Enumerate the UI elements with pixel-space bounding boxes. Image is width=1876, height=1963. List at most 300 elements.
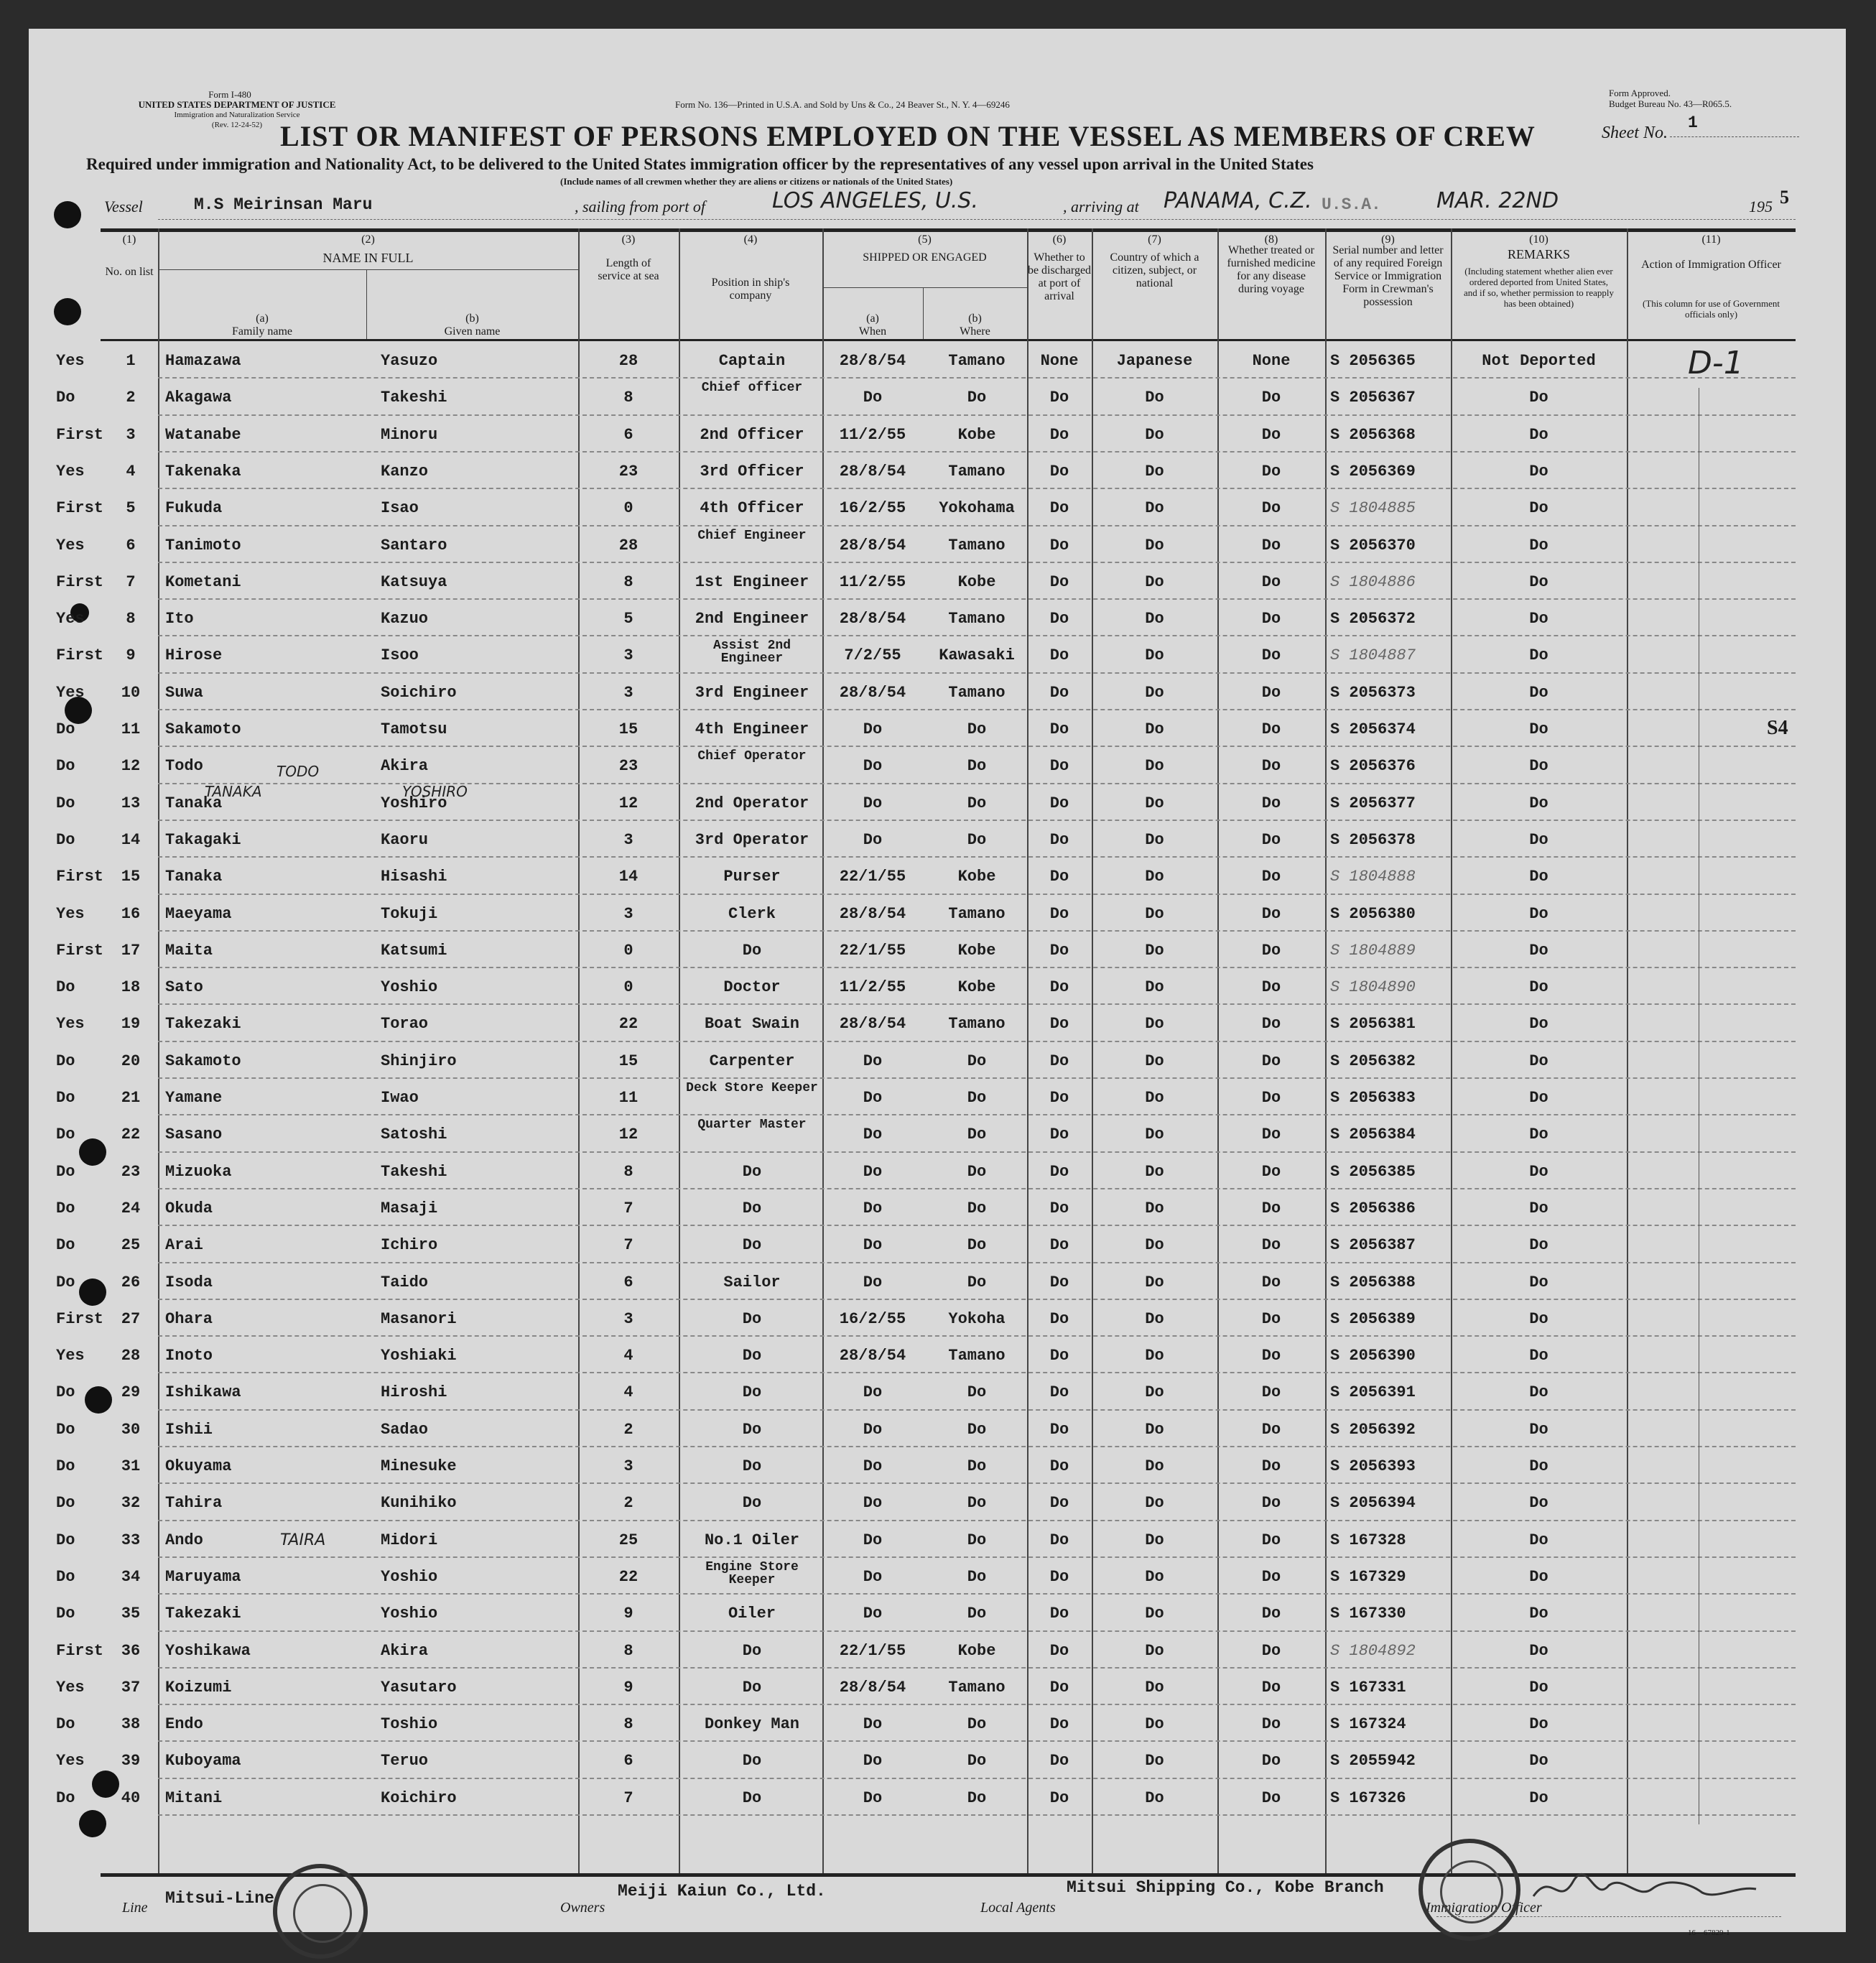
row-length: 28 xyxy=(618,352,639,370)
row-remarks: Do xyxy=(1529,1273,1548,1291)
row-serial: S 167330 xyxy=(1330,1605,1406,1623)
row-country: Do xyxy=(1145,720,1164,738)
row-treated: Do xyxy=(1261,1531,1281,1549)
row-mark: First xyxy=(56,941,104,960)
row-length: 3 xyxy=(623,1309,633,1328)
row-length: 3 xyxy=(623,1457,633,1475)
header-family-name: (a) Family name xyxy=(232,312,292,338)
row-number: 27 xyxy=(121,1309,141,1328)
row-when: 28/8/54 xyxy=(839,610,906,628)
row-treated: Do xyxy=(1261,1089,1281,1107)
header-serial: Serial number and letter of any required Foreign Service or Immigration Form in Crewman's possession xyxy=(1332,244,1444,308)
row-serial: S 2056376 xyxy=(1330,757,1416,776)
row-where: Do xyxy=(967,1715,987,1734)
row-serial: S 2056384 xyxy=(1330,1126,1416,1144)
col-num-5: (5) xyxy=(918,233,932,246)
row-discharged: Do xyxy=(1049,572,1069,591)
row-serial: S 2056369 xyxy=(1330,462,1416,481)
row-country: Do xyxy=(1145,1605,1164,1623)
row-mark: First xyxy=(56,646,104,665)
row-number: 16 xyxy=(121,904,141,923)
row-serial: S 2056386 xyxy=(1330,1199,1416,1217)
row-family-name: Sakamoto xyxy=(165,720,241,738)
row-treated: Do xyxy=(1261,868,1281,886)
row-where: Tamano xyxy=(948,352,1006,370)
form-id: Form I-480 xyxy=(208,89,251,100)
row-treated: Do xyxy=(1261,1420,1281,1439)
row-discharged: Do xyxy=(1049,389,1069,407)
row-remarks: Do xyxy=(1529,389,1548,407)
row-when: 28/8/54 xyxy=(839,904,906,923)
row-when: Do xyxy=(863,1788,883,1807)
budget-bureau: Budget Bureau No. 43—R065.5. xyxy=(1609,98,1732,109)
row-position: Captain xyxy=(718,352,786,370)
row-position: 4th Engineer xyxy=(695,720,809,738)
row-mark: First xyxy=(56,425,104,444)
row-length: 3 xyxy=(623,646,633,665)
port-stamp-left xyxy=(273,1864,368,1959)
row-length: 22 xyxy=(618,1567,639,1586)
row-family-name: Takezaki xyxy=(165,1605,241,1623)
row-family-name: Okuda xyxy=(165,1199,213,1217)
row-discharged: Do xyxy=(1049,941,1069,960)
row-remarks: Do xyxy=(1529,1199,1548,1217)
row-serial: S 2056380 xyxy=(1330,904,1416,923)
row-length: 25 xyxy=(618,1531,639,1549)
hand-note-yoshiro: YOSHIRO xyxy=(402,783,468,800)
row-number: 25 xyxy=(121,1236,141,1255)
row-position: Do xyxy=(742,1347,762,1365)
hand-note-tanaka: TANAKA xyxy=(205,783,262,800)
row-country: Do xyxy=(1145,1199,1164,1217)
row-discharged: Do xyxy=(1049,1531,1069,1549)
row-given-name: Koichiro xyxy=(381,1788,457,1807)
row-remarks: Do xyxy=(1529,646,1548,665)
row-serial: S 2056367 xyxy=(1330,389,1416,407)
row-mark: Yes xyxy=(56,1678,85,1697)
row-when: Do xyxy=(863,1457,883,1475)
row-remarks: Do xyxy=(1529,499,1548,518)
row-number: 36 xyxy=(121,1641,141,1660)
row-length: 7 xyxy=(623,1199,633,1217)
row-treated: Do xyxy=(1261,1715,1281,1734)
row-serial: S 167329 xyxy=(1330,1567,1406,1586)
row-mark: Do xyxy=(56,720,75,738)
row-family-name: Isoda xyxy=(165,1273,213,1291)
row-discharged: Do xyxy=(1049,720,1069,738)
row-family-name: Ito xyxy=(165,610,194,628)
col-num-8: (8) xyxy=(1264,233,1278,246)
row-treated: Do xyxy=(1261,720,1281,738)
row-mark: Do xyxy=(56,1383,75,1402)
row-when: 16/2/55 xyxy=(839,499,906,518)
row-given-name: Yoshiaki xyxy=(381,1347,457,1365)
row-length: 3 xyxy=(623,830,633,849)
row-country: Do xyxy=(1145,499,1164,518)
row-when: Do xyxy=(863,1567,883,1586)
row-length: 23 xyxy=(618,462,639,481)
col-num-4: (4) xyxy=(743,233,758,246)
row-length: 9 xyxy=(623,1678,633,1697)
row-family-name: Takagaki xyxy=(165,830,241,849)
row-mark: First xyxy=(56,1309,104,1328)
col-num-7: (7) xyxy=(1148,233,1161,246)
row-mark: Do xyxy=(56,978,75,997)
row-mark: Do xyxy=(56,1126,75,1144)
row-where: Kobe xyxy=(957,868,996,886)
header-action-note: (This column for use of Government officials only) xyxy=(1643,298,1780,320)
row-discharged: Do xyxy=(1049,1715,1069,1734)
row-length: 8 xyxy=(623,572,633,591)
row-remarks: Do xyxy=(1529,1383,1548,1402)
row-when: Do xyxy=(863,1420,883,1439)
row-mark: Do xyxy=(56,1531,75,1549)
row-family-name: Yamane xyxy=(165,1089,223,1107)
row-discharged: Do xyxy=(1049,1089,1069,1107)
row-mark: Do xyxy=(56,794,75,812)
row-discharged: Do xyxy=(1049,1162,1069,1181)
row-discharged: None xyxy=(1040,352,1079,370)
row-remarks: Do xyxy=(1529,868,1548,886)
col-num-2: (2) xyxy=(361,233,375,246)
row-when: Do xyxy=(863,1531,883,1549)
row-treated: Do xyxy=(1261,572,1281,591)
row-given-name: Masaji xyxy=(381,1199,438,1217)
row-discharged: Do xyxy=(1049,1052,1069,1070)
row-mark: Yes xyxy=(56,462,85,481)
row-treated: Do xyxy=(1261,830,1281,849)
row-serial: S 2056385 xyxy=(1330,1162,1416,1181)
row-when: Do xyxy=(863,1126,883,1144)
row-length: 4 xyxy=(623,1347,633,1365)
header-position: Position in ship's company xyxy=(711,277,790,302)
row-given-name: Toraо xyxy=(381,1015,429,1034)
row-length: 28 xyxy=(618,536,639,554)
sailing-port: LOS ANGELES, U.S. xyxy=(772,188,979,213)
punch-hole-mid xyxy=(54,298,81,325)
row-number: 22 xyxy=(121,1126,141,1144)
row-family-name: Endo xyxy=(165,1715,203,1734)
row-where: Do xyxy=(967,1788,987,1807)
row-length: 8 xyxy=(623,389,633,407)
row-length: 2 xyxy=(623,1420,633,1439)
row-family-name: Takezaki xyxy=(165,1015,241,1034)
row-where: Do xyxy=(967,1273,987,1291)
row-when: Do xyxy=(863,1752,883,1771)
row-remarks: Do xyxy=(1529,610,1548,628)
row-remarks: Do xyxy=(1529,1052,1548,1070)
row-country: Do xyxy=(1145,1236,1164,1255)
row-number: 32 xyxy=(121,1494,141,1513)
row-position: Chief Operator xyxy=(697,749,807,764)
row-remarks: Do xyxy=(1529,1605,1548,1623)
row-given-name: Takeshi xyxy=(381,1162,447,1181)
row-family-name: Okuyama xyxy=(165,1457,232,1475)
row-when: 22/1/55 xyxy=(839,868,906,886)
row-where: Tamano xyxy=(948,1347,1006,1365)
row-serial: S 2056388 xyxy=(1330,1273,1416,1291)
row-treated: Do xyxy=(1261,1457,1281,1475)
row-when: Do xyxy=(863,1715,883,1734)
row-length: 9 xyxy=(623,1605,633,1623)
row-position: Do xyxy=(742,1678,762,1697)
row-country: Do xyxy=(1145,1126,1164,1144)
row-country: Do xyxy=(1145,757,1164,776)
row-number: 34 xyxy=(121,1567,141,1586)
row-remarks: Do xyxy=(1529,1015,1548,1034)
row-given-name: Midori xyxy=(381,1531,438,1549)
row-country: Do xyxy=(1145,978,1164,997)
row-treated: Do xyxy=(1261,462,1281,481)
printer-line: Form No. 136—Printed in U.S.A. and Sold by Uns & Co., 24 Beaver St., N. Y. 4—69246 xyxy=(675,99,1010,110)
row-serial: S 2056391 xyxy=(1330,1383,1416,1402)
row-given-name: Tokuji xyxy=(381,904,438,923)
row-position: Do xyxy=(742,1494,762,1513)
row-number: 38 xyxy=(121,1715,141,1734)
owners-name: Meiji Kaiun Co., Ltd. xyxy=(618,1882,826,1901)
row-discharged: Do xyxy=(1049,1752,1069,1771)
row-given-name: Soichiro xyxy=(381,683,457,702)
punch-hole-top xyxy=(54,201,81,228)
row-treated: Do xyxy=(1261,1641,1281,1660)
row-discharged: Do xyxy=(1049,462,1069,481)
row-when: Do xyxy=(863,1605,883,1623)
row-country: Do xyxy=(1145,1052,1164,1070)
row-serial: S 2056383 xyxy=(1330,1089,1416,1107)
row-serial: S 167328 xyxy=(1330,1531,1406,1549)
row-when: 7/2/55 xyxy=(844,646,901,665)
row-serial: S 2056378 xyxy=(1330,830,1416,849)
revision: (Rev. 12-24-52) xyxy=(211,121,263,129)
sailing-label: , sailing from port of xyxy=(575,198,705,215)
row-where: Do xyxy=(967,1199,987,1217)
row-mark: Yes xyxy=(56,904,85,923)
row-serial: S 167331 xyxy=(1330,1678,1406,1697)
row-remarks: Do xyxy=(1529,1236,1548,1255)
row-country: Do xyxy=(1145,1641,1164,1660)
row-position: Doctor xyxy=(723,978,781,997)
row-number: 9 xyxy=(126,646,136,665)
row-given-name: Santaro xyxy=(381,536,447,554)
row-remarks: Do xyxy=(1529,830,1548,849)
row-number: 26 xyxy=(121,1273,141,1291)
row-mark: First xyxy=(56,1641,104,1660)
row-position: Donkey Man xyxy=(704,1715,800,1734)
row-mark: Do xyxy=(56,830,75,849)
row-discharged: Do xyxy=(1049,1494,1069,1513)
header-discharged: Whether to be discharged at port of arrival xyxy=(1027,251,1092,302)
row-position: Chief officer xyxy=(701,381,803,396)
row-number: 6 xyxy=(126,536,136,554)
row-discharged: Do xyxy=(1049,1126,1069,1144)
row-family-name: Maruyama xyxy=(165,1567,241,1586)
col-num-1: (1) xyxy=(122,233,136,246)
row-position: Do xyxy=(742,941,762,960)
row-remarks: Do xyxy=(1529,757,1548,776)
row-remarks: Do xyxy=(1529,1715,1548,1734)
header-remarks: REMARKS xyxy=(1507,247,1571,261)
row-remarks: Do xyxy=(1529,904,1548,923)
row-country: Do xyxy=(1145,1752,1164,1771)
row-discharged: Do xyxy=(1049,536,1069,554)
row-position: Do xyxy=(742,1457,762,1475)
row-given-name: Yoshio xyxy=(381,1567,438,1586)
row-given-name: Yoshio xyxy=(381,1605,438,1623)
row-position: 3rd Engineer xyxy=(695,683,809,702)
row-mark: Do xyxy=(56,1457,75,1475)
row-country: Do xyxy=(1145,1531,1164,1549)
header-given-name: (b) Given name xyxy=(444,312,501,338)
row-mark: Do xyxy=(56,1494,75,1513)
row-discharged: Do xyxy=(1049,1383,1069,1402)
row-position: No.1 Oiler xyxy=(704,1531,800,1549)
row-position: Clerk xyxy=(728,904,776,923)
row-number: 15 xyxy=(121,868,141,886)
row-treated: Do xyxy=(1261,904,1281,923)
row-number: 17 xyxy=(121,941,141,960)
punch-hole-row28 xyxy=(85,1386,112,1414)
row-when: Do xyxy=(863,1494,883,1513)
form-approved: Form Approved. xyxy=(1609,88,1671,98)
row-discharged: Do xyxy=(1049,425,1069,444)
row-position: Do xyxy=(742,1236,762,1255)
row-position: Do xyxy=(742,1162,762,1181)
row-given-name: Kazuo xyxy=(381,610,429,628)
row-country: Do xyxy=(1145,941,1164,960)
row-family-name: Tanaka xyxy=(165,794,223,812)
row-where: Tamano xyxy=(948,462,1006,481)
row-discharged: Do xyxy=(1049,978,1069,997)
row-discharged: Do xyxy=(1049,1567,1069,1586)
row-serial: S 2056373 xyxy=(1330,683,1416,702)
row-where: Do xyxy=(967,1420,987,1439)
row-serial: S 1804887 xyxy=(1330,646,1416,665)
row-discharged: Do xyxy=(1049,904,1069,923)
row-where: Yokohama xyxy=(939,499,1015,518)
row-length: 11 xyxy=(618,1089,639,1107)
row-position: 1st Engineer xyxy=(695,572,809,591)
row-position: Do xyxy=(742,1752,762,1771)
row-mark: Yes xyxy=(56,1015,85,1034)
owners-label: Owners xyxy=(560,1900,605,1916)
row-number: 33 xyxy=(121,1531,141,1549)
row-when: 22/1/55 xyxy=(839,941,906,960)
row-treated: Do xyxy=(1261,1347,1281,1365)
col-num-6: (6) xyxy=(1052,233,1067,246)
header-name-in-full: NAME IN FULL xyxy=(322,251,414,265)
form-code: 16—67829-1 xyxy=(1688,1929,1730,1937)
row-position: 4th Officer xyxy=(700,499,804,518)
row-country: Do xyxy=(1145,1567,1164,1586)
row-serial: S 2056365 xyxy=(1330,352,1416,370)
row-length: 23 xyxy=(618,757,639,776)
row-where: Do xyxy=(967,389,987,407)
row-number: 10 xyxy=(121,683,141,702)
row-treated: Do xyxy=(1261,1199,1281,1217)
row-length: 3 xyxy=(623,904,633,923)
row-number: 3 xyxy=(126,425,136,444)
row-number: 31 xyxy=(121,1457,141,1475)
row-serial: S 2056382 xyxy=(1330,1052,1416,1070)
row-where: Kobe xyxy=(957,1641,996,1660)
row-remarks: Do xyxy=(1529,941,1548,960)
row-family-name: Tanimoto xyxy=(165,536,241,554)
row-given-name: Teruo xyxy=(381,1752,429,1771)
row-country: Do xyxy=(1145,1015,1164,1034)
row-where: Do xyxy=(967,720,987,738)
row-country: Do xyxy=(1145,646,1164,665)
row-treated: Do xyxy=(1261,1494,1281,1513)
row-number: 14 xyxy=(121,830,141,849)
row-where: Tamano xyxy=(948,1678,1006,1697)
row-number: 7 xyxy=(126,572,136,591)
row-mark: Yes xyxy=(56,683,85,702)
col-num-3: (3) xyxy=(621,233,636,246)
row-family-name: Hirose xyxy=(165,646,223,665)
row-remarks: Do xyxy=(1529,1457,1548,1475)
row-where: Do xyxy=(967,1236,987,1255)
row-family-name: Maita xyxy=(165,941,213,960)
line-label: Line xyxy=(122,1900,148,1916)
row-serial: S 2056377 xyxy=(1330,794,1416,812)
row-discharged: Do xyxy=(1049,1236,1069,1255)
row-country: Do xyxy=(1145,1089,1164,1107)
row-when: 28/8/54 xyxy=(839,1678,906,1697)
row-number: 39 xyxy=(121,1752,141,1771)
row-country: Do xyxy=(1145,462,1164,481)
row-discharged: Do xyxy=(1049,1199,1069,1217)
row-serial: S 2056387 xyxy=(1330,1236,1416,1255)
hand-note-taira: TAIRA xyxy=(280,1531,326,1549)
row-discharged: Do xyxy=(1049,610,1069,628)
row-mark: Do xyxy=(56,1199,75,1217)
row-treated: Do xyxy=(1261,1383,1281,1402)
row-given-name: Toshio xyxy=(381,1715,438,1734)
row-mark: First xyxy=(56,499,104,518)
row-remarks: Do xyxy=(1529,1788,1548,1807)
action-note-d1: D-1 xyxy=(1688,345,1744,381)
year-prefix: 195 xyxy=(1749,198,1773,215)
row-given-name: Yasutaro xyxy=(381,1678,457,1697)
row-length: 8 xyxy=(623,1641,633,1660)
row-treated: Do xyxy=(1261,1678,1281,1697)
row-mark: Yes xyxy=(56,536,85,554)
row-length: 12 xyxy=(618,1126,639,1144)
row-length: 0 xyxy=(623,499,633,518)
arriving-port: PANAMA, C.Z. xyxy=(1164,188,1312,213)
row-position: Purser xyxy=(723,868,781,886)
officer-signature xyxy=(1530,1867,1760,1911)
row-number: 23 xyxy=(121,1162,141,1181)
row-when: 28/8/54 xyxy=(839,536,906,554)
row-number: 12 xyxy=(121,757,141,776)
row-given-name: Akira xyxy=(381,1641,429,1660)
row-length: 7 xyxy=(623,1788,633,1807)
row-treated: Do xyxy=(1261,1605,1281,1623)
row-where: Do xyxy=(967,1089,987,1107)
row-remarks: Do xyxy=(1529,1126,1548,1144)
row-number: 8 xyxy=(126,610,136,628)
row-serial: S 167326 xyxy=(1330,1788,1406,1807)
row-position: Sailor xyxy=(723,1273,781,1291)
row-where: Kobe xyxy=(957,425,996,444)
row-family-name: Kuboyama xyxy=(165,1752,241,1771)
row-serial: S 1804888 xyxy=(1330,868,1416,886)
header-no-on-list: No. on list xyxy=(105,266,154,278)
row-family-name: Akagawa xyxy=(165,389,232,407)
row-family-name: Yoshikawa xyxy=(165,1641,251,1660)
row-mark: Do xyxy=(56,757,75,776)
